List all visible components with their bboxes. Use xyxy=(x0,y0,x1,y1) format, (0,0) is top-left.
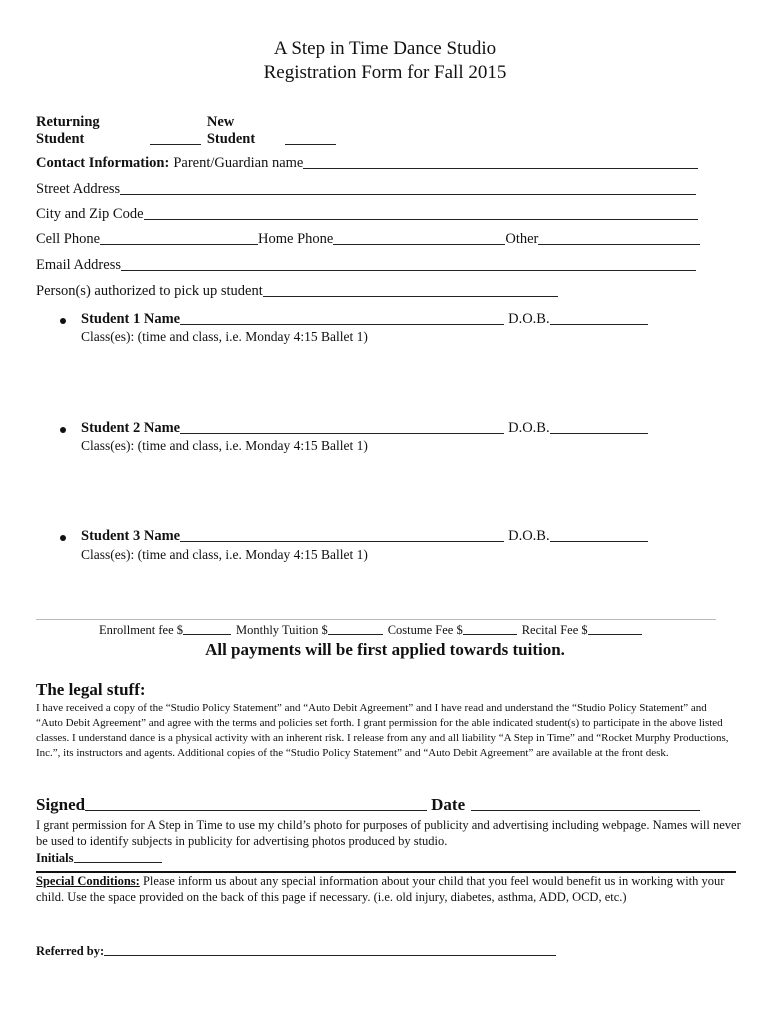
photo-permission: I grant permission for A Step in Time to use my child’s photo for purposes of publicity and advertising including webpage. Names will never be used to identify subjects in publicity for advertising photos produced by studio. xyxy=(36,818,741,848)
signature-row xyxy=(36,795,700,815)
new-student-label: New Student xyxy=(206,114,256,147)
student-3-dob-label: D.O.B. xyxy=(508,528,550,544)
phone-row xyxy=(36,231,700,248)
pickup-label: Person(s) authorized to pick up student xyxy=(36,283,263,299)
cell-phone-field[interactable] xyxy=(100,244,258,245)
payment-note: All payments will be first applied towards tuition. xyxy=(205,640,565,659)
email-label: Email Address xyxy=(36,257,121,273)
student-3-classes-label: Class(es): (time and class, i.e. Monday 4:15 Ballet 1) xyxy=(81,547,368,562)
returning-student-blank[interactable] xyxy=(150,144,201,145)
city-zip-field[interactable] xyxy=(144,219,698,220)
student-1-name-label: Student 1 Name xyxy=(81,311,181,327)
monthly-tuition-label: Monthly Tuition $ xyxy=(236,623,328,637)
recital-fee-field[interactable] xyxy=(588,634,642,635)
date-label: Date xyxy=(431,795,466,814)
student-2-dob-label: D.O.B. xyxy=(508,420,550,436)
student-1-dob-label: D.O.B. xyxy=(508,311,550,327)
student-3-dob-field[interactable] xyxy=(550,541,648,542)
cell-phone-label: Cell Phone xyxy=(36,231,101,247)
signature-field[interactable] xyxy=(85,810,427,811)
student-1-name-field[interactable] xyxy=(180,324,504,325)
referred-label: Referred by: xyxy=(36,944,105,958)
student-2-dob-field[interactable] xyxy=(550,433,648,434)
section-divider xyxy=(36,619,716,620)
initials-label: Initials xyxy=(36,851,74,865)
new-student-blank[interactable] xyxy=(285,144,336,145)
pickup-field[interactable] xyxy=(263,296,558,297)
enrollment-fee-label: Enrollment fee $ xyxy=(99,623,183,637)
pickup-row xyxy=(36,283,558,300)
studio-name: A Step in Time Dance Studio xyxy=(273,38,497,59)
student-2-name-label: Student 2 Name xyxy=(81,420,181,436)
city-zip-row xyxy=(36,206,698,223)
referred-field[interactable] xyxy=(104,955,556,956)
bullet-icon xyxy=(60,535,66,541)
legal-text: I have received a copy of the “Studio Policy Statement” and “Auto Debit Agreement” and I have read and understand the “Studio Policy Statement” and “Auto Debit Agreement” and agree with the terms and policies set forth. I grant permission for the able indicated student(s) to participate in the above listed classes. I understand dance is a physical activity with an inherent risk. I release from any and all liability “A Step in Time” and “Rocket Murphy Productions, Inc.”, its instructors and agents. Additional copies of the “Studio Policy Statement” and “Auto Debit Agreement” are available at the front desk. xyxy=(36,702,729,759)
student-1-classes-label: Class(es): (time and class, i.e. Monday 4:15 Ballet 1) xyxy=(81,329,368,344)
email-row xyxy=(36,257,696,274)
parent-guardian-row xyxy=(36,155,698,172)
student-1-row xyxy=(81,311,648,328)
student-2-name-field[interactable] xyxy=(180,433,504,434)
bullet-icon xyxy=(60,427,66,433)
fees-row xyxy=(99,623,642,638)
legal-heading: The legal stuff: xyxy=(36,680,146,699)
other-phone-label: Other xyxy=(505,231,539,247)
city-zip-label: City and Zip Code xyxy=(36,206,144,222)
student-3-name-field[interactable] xyxy=(180,541,504,542)
initials-row xyxy=(36,851,162,866)
home-phone-label: Home Phone xyxy=(258,231,334,247)
initials-field[interactable] xyxy=(74,862,162,863)
contact-heading: Contact Information: xyxy=(36,155,170,171)
bullet-icon xyxy=(60,318,66,324)
enrollment-fee-field[interactable] xyxy=(183,634,231,635)
form-title: Registration Form for Fall 2015 xyxy=(263,62,507,83)
other-phone-field[interactable] xyxy=(538,244,700,245)
special-conditions xyxy=(36,873,736,905)
special-conditions-label: Special Conditions: xyxy=(36,874,140,888)
date-field[interactable] xyxy=(471,810,700,811)
student-1-dob-field[interactable] xyxy=(550,324,648,325)
student-2-classes-label: Class(es): (time and class, i.e. Monday 4:15 Ballet 1) xyxy=(81,438,368,453)
parent-guardian-label: Parent/Guardian name xyxy=(173,155,304,171)
parent-guardian-field[interactable] xyxy=(303,168,698,169)
costume-fee-field[interactable] xyxy=(463,634,517,635)
student-3-name-label: Student 3 Name xyxy=(81,528,181,544)
street-address-label: Street Address xyxy=(36,181,121,197)
student-status-row xyxy=(36,114,336,148)
signed-label: Signed xyxy=(36,795,86,814)
student-2-row xyxy=(81,420,648,437)
referred-row xyxy=(36,944,556,959)
email-field[interactable] xyxy=(121,270,696,271)
monthly-tuition-field[interactable] xyxy=(328,634,383,635)
costume-fee-label: Costume Fee $ xyxy=(387,623,463,637)
recital-fee-label: Recital Fee $ xyxy=(521,623,588,637)
street-address-field[interactable] xyxy=(120,194,696,195)
home-phone-field[interactable] xyxy=(333,244,505,245)
student-3-row xyxy=(81,528,648,545)
street-address-row xyxy=(36,181,696,198)
returning-student-label: Returning Student xyxy=(36,114,100,147)
special-conditions-text: Please inform us about any special information about your child that you feel would benefit us in working with your child. Use the space provided on the back of this page if necessary. (i.e. old injury, diabetes, asthma, ADD, OCD, etc.) xyxy=(36,874,725,904)
